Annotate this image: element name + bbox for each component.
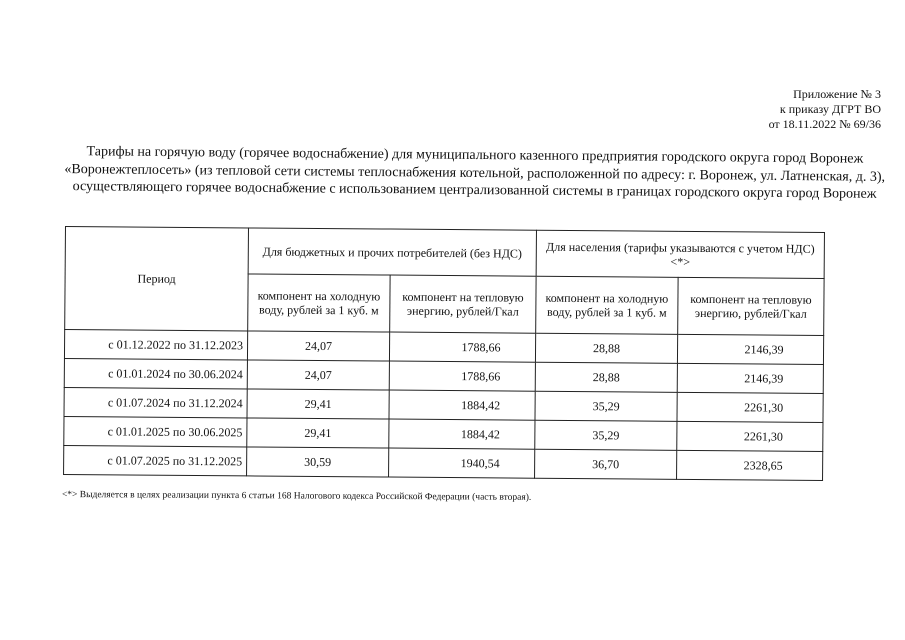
appendix-line-2: к приказу ДГРТ ВО [779,102,881,116]
population-heat-cell: 2261,30 [677,392,823,422]
population-heat-cell: 2328,65 [677,450,823,480]
document-title: Тарифы на горячую воду (горячее водоснабжение) для муниципального казенного предприятия городского округа город Воронеж «Воронежтеплосеть» (из тепловой сети системы теплоснабжения котельной, расположенной по адресу: г. Воронеж, ул. Латненская, д. 3), осуществляющего горячее водоснабжение с использованием централизованной системы в границах городского округа город Воронеж [64,144,886,202]
appendix-line-1: Приложение № 3 [793,87,881,101]
footnote: <*> Выделяется в целях реализации пункта 6 статьи 168 Налогового кодекса Российской Федерации (часть вторая). [61,489,532,503]
period-cell: с 01.07.2024 по 31.12.2024 [64,387,247,417]
population-cold-cell: 28,88 [535,362,677,392]
population-heat-cell: 2146,39 [677,363,823,393]
population-cold-cell: 28,88 [535,333,677,363]
budget-heat-cell: 1788,66 [389,361,535,391]
period-cell: с 01.01.2025 по 30.06.2025 [64,416,247,446]
table-row [64,445,823,480]
population-heat-cell: 2261,30 [677,421,823,451]
budget-heat-cell: 1940,54 [389,448,535,478]
budget-heat-cell: 1788,66 [389,332,535,362]
population-heat-energy-header: компонент на тепловую энергию, рублей/Гкал [678,277,824,335]
population-heat-cell: 2146,39 [677,334,823,364]
period-cell: с 01.07.2025 по 31.12.2025 [64,445,247,475]
period-cell: с 01.12.2022 по 31.12.2023 [64,330,247,360]
appendix-reference [769,87,881,132]
period-header: Период [65,227,249,331]
population-cold-cell: 36,70 [535,449,677,479]
budget-cold-cell: 30,59 [247,447,389,477]
tariff-table-wrapper [63,226,825,481]
budget-heat-energy-header: компонент на тепловую энергию, рублей/Гкал [390,275,536,333]
population-cold-water-header: компонент на холодную воду, рублей за 1 куб. м [536,276,678,334]
appendix-line-3: от 18.11.2022 № 69/36 [768,117,881,131]
budget-cold-water-header: компонент на холодную воду, рублей за 1 куб. м [248,274,390,332]
budget-cold-cell: 24,07 [247,331,389,361]
budget-group-header: Для бюджетных и прочих потребителей (без НДС) [248,228,536,276]
population-cold-cell: 35,29 [535,391,677,421]
budget-heat-cell: 1884,42 [389,419,535,449]
budget-cold-cell: 29,41 [247,389,389,419]
population-cold-cell: 35,29 [535,420,677,450]
budget-cold-cell: 24,07 [247,360,389,390]
period-cell: с 01.01.2024 по 30.06.2024 [64,358,247,388]
budget-cold-cell: 29,41 [247,418,389,448]
tariff-table [63,226,825,481]
population-group-header: Для населения (тарифы указываются с учетом НДС) <*> [536,230,824,278]
budget-heat-cell: 1884,42 [389,390,535,420]
